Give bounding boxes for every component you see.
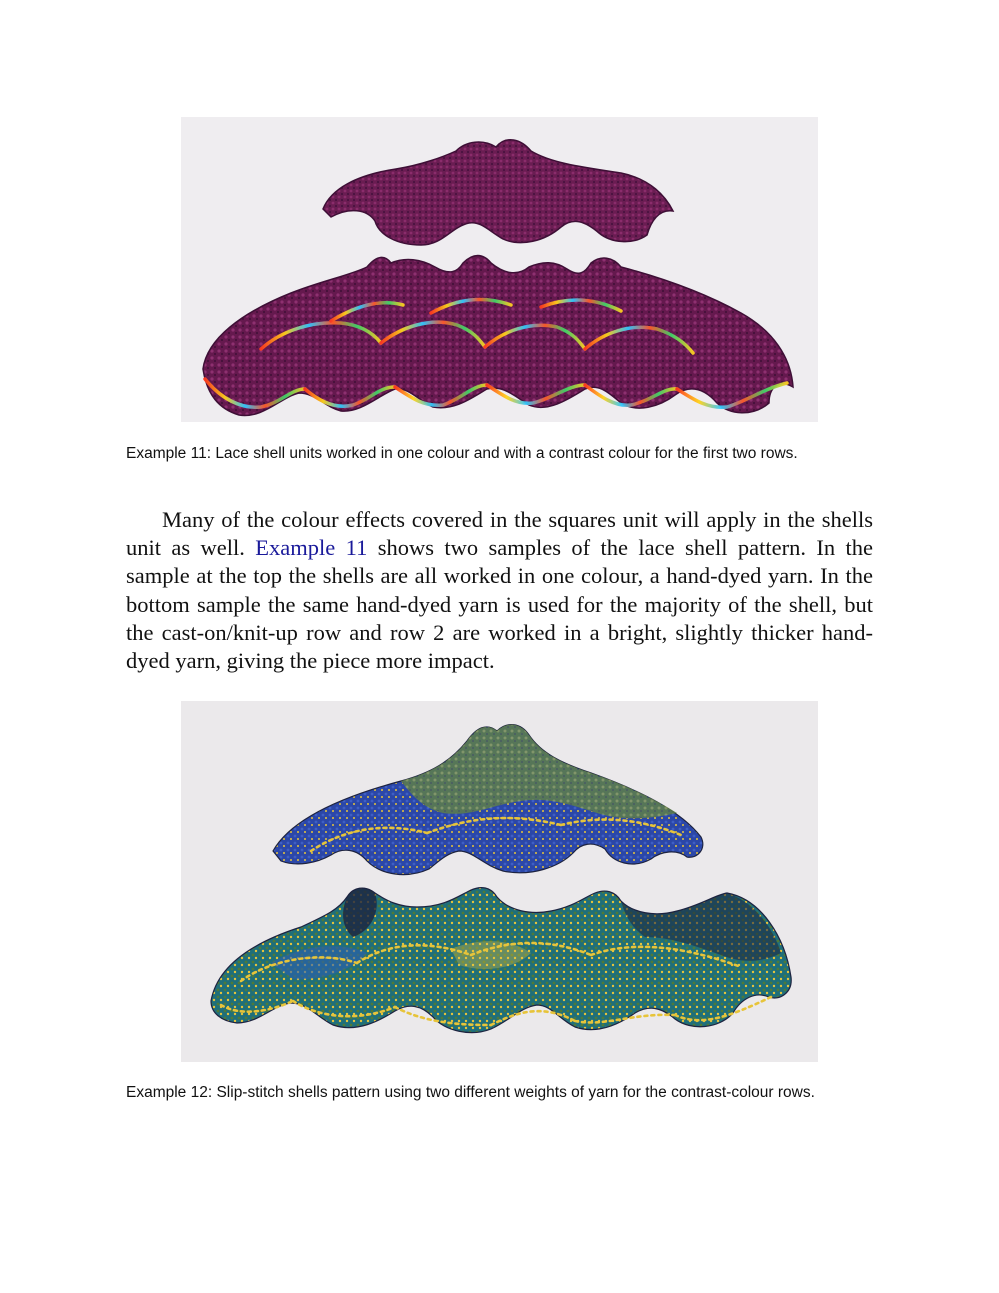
paragraph-text-end: shows two samples of the lace shell pattern. In the sample at the top the shells are all worked in one colour, a hand-dyed yarn. In the bottom sample the same hand-dyed yarn is used for the majority of the shell, but the cast-on/knit-up row and row 2 are worked in a bright, slightly thicker hand-dyed yarn, giving the piece more impact. (126, 535, 874, 674)
slip-stitch-shell-image (181, 701, 818, 1062)
lace-shell-image (181, 117, 818, 422)
example-12-photo (181, 701, 818, 1062)
paragraph-text-start: Many of the colour effects covered in the squares unit will apply in the shells unit as well. (126, 507, 873, 561)
example-11-caption: Example 11: Lace shell units worked in one colour and with a contrast colour for the first two rows. (126, 445, 798, 462)
example-11-photo (181, 117, 818, 422)
example-11-link[interactable]: Example 11 (255, 535, 368, 561)
body-paragraph (126, 506, 873, 675)
example-12-caption: Example 12: Slip-stitch shells pattern using two different weights of yarn for the contrast-colour rows. (126, 1084, 815, 1101)
